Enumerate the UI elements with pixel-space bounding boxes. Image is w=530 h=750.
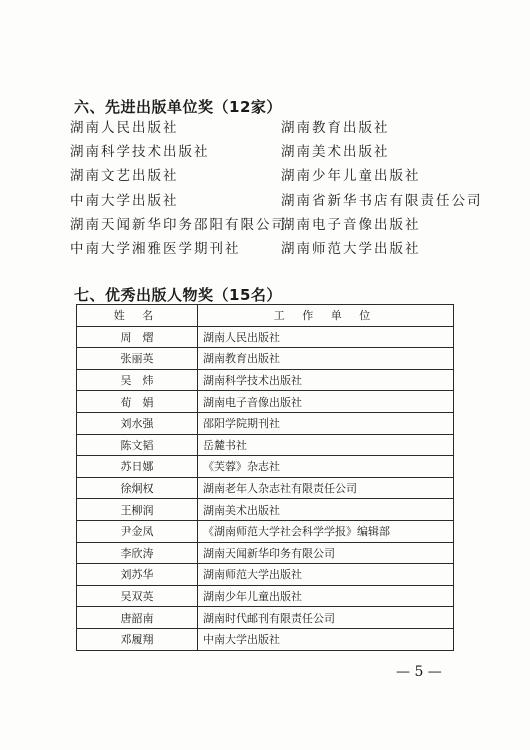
- award-unit: 湖南天闻新华印务邵阳有限公司: [70, 216, 287, 233]
- award-unit: 湖南人民出版社: [70, 120, 179, 136]
- person-unit: 《湖南师范大学社会科学学报》编辑部: [198, 520, 454, 542]
- table-row: [77, 585, 454, 607]
- award-unit: 湖南教育出版社: [281, 120, 390, 136]
- person-name: 刘水强: [77, 412, 198, 434]
- person-name: 荀 娟: [77, 391, 198, 413]
- person-name: 陈文韬: [77, 434, 198, 456]
- person-unit: 邵阳学院期刊社: [198, 412, 454, 434]
- person-unit: 湖南老年人杂志社有限责任公司: [198, 477, 454, 499]
- person-unit: 湖南科学技术出版社: [198, 369, 454, 391]
- award-unit: 湖南美术出版社: [281, 144, 390, 161]
- person-unit: 中南大学出版社: [198, 628, 454, 650]
- award-unit: 湖南电子音像出版社: [281, 216, 421, 233]
- page-number: — 5 —: [396, 664, 442, 680]
- table-row: [77, 456, 454, 478]
- name-column-header: 姓 名: [77, 305, 198, 327]
- person-unit: 湖南电子音像出版社: [198, 391, 454, 413]
- award-persons-table: [76, 304, 454, 651]
- table-row: [77, 391, 454, 413]
- person-unit: 岳麓书社: [198, 434, 454, 456]
- person-unit: 《芙蓉》杂志社: [198, 456, 454, 478]
- award-unit: 中南大学出版社: [70, 192, 179, 209]
- person-name: 唐韶南: [77, 607, 198, 629]
- section-7-heading: 七、优秀出版人物奖（15名）: [74, 286, 282, 304]
- table-row: [77, 348, 454, 370]
- section-6-heading: 六、先进出版单位奖（12家）: [74, 98, 282, 116]
- person-name: 周 熠: [77, 326, 198, 348]
- award-unit: 湖南师范大学出版社: [281, 240, 421, 257]
- person-name: 吴双英: [77, 585, 198, 607]
- person-name: 吴 炜: [77, 369, 198, 391]
- table-row: [77, 607, 454, 629]
- person-unit: 湖南时代邮刊有限责任公司: [198, 607, 454, 629]
- award-unit: 湖南科学技术出版社: [70, 144, 210, 161]
- award-unit: 湖南省新华书店有限责任公司: [281, 192, 483, 209]
- table-row: [77, 564, 454, 586]
- award-units-right-column: [281, 116, 483, 261]
- table-row: [77, 434, 454, 456]
- person-unit: 湖南教育出版社: [198, 348, 454, 370]
- table-row: [77, 477, 454, 499]
- person-name: 徐炯权: [77, 477, 198, 499]
- person-unit: 湖南少年儿童出版社: [198, 585, 454, 607]
- table-row: [77, 326, 454, 348]
- person-name: 张丽英: [77, 348, 198, 370]
- person-unit: 湖南美术出版社: [198, 499, 454, 521]
- person-unit: 湖南人民出版社: [198, 326, 454, 348]
- table-row: [77, 628, 454, 650]
- award-unit: 湖南少年儿童出版社: [281, 168, 421, 185]
- person-unit: 湖南天闻新华印务有限公司: [198, 542, 454, 564]
- person-name: 尹金凤: [77, 520, 198, 542]
- person-name: 苏日娜: [77, 456, 198, 478]
- table-row: [77, 369, 454, 391]
- table-header-row: [77, 305, 454, 327]
- person-name: 刘苏华: [77, 564, 198, 586]
- table-row: [77, 412, 454, 434]
- person-name: 邓履翔: [77, 628, 198, 650]
- unit-column-header: 工 作 单 位: [198, 305, 454, 327]
- table-row: [77, 520, 454, 542]
- person-name: 李欣涛: [77, 542, 198, 564]
- award-unit: 中南大学湘雅医学期刊社: [70, 240, 241, 257]
- award-units-left-column: [70, 116, 287, 261]
- table-row: [77, 499, 454, 521]
- person-name: 王柳润: [77, 499, 198, 521]
- award-unit: 湖南文艺出版社: [70, 168, 179, 185]
- person-unit: 湖南师范大学出版社: [198, 564, 454, 586]
- table-row: [77, 542, 454, 564]
